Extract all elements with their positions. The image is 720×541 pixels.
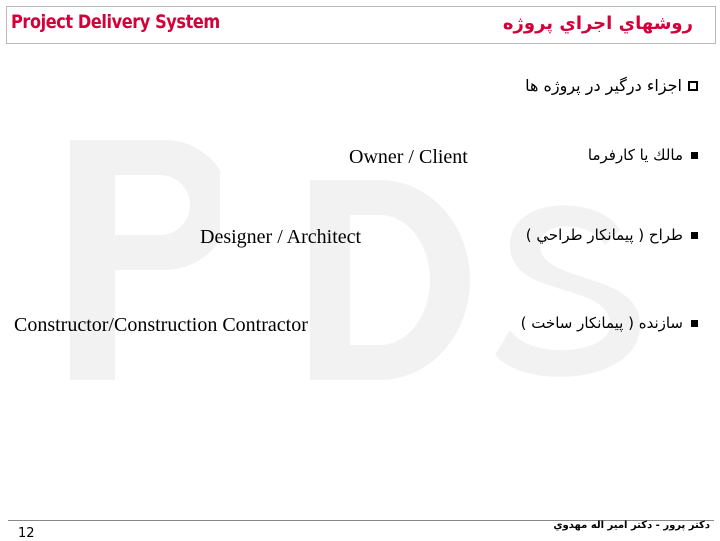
item-persian-text: سازنده ( پيمانكار ساخت ) <box>520 314 683 332</box>
page-number: 12 <box>18 526 35 541</box>
item-persian <box>521 314 698 332</box>
item-english: Designer / Architect <box>200 226 362 248</box>
item-persian <box>588 146 698 164</box>
item-english: Constructor/Construction Contractor <box>14 314 308 336</box>
footer-author: دكتر پرور - دكتر امير اله مهدوي <box>553 520 710 531</box>
item-english: Owner / Client <box>349 146 468 168</box>
list-item <box>0 146 720 178</box>
square-icon <box>691 320 698 327</box>
list-item <box>0 314 720 346</box>
list-item <box>0 226 720 258</box>
item-persian <box>526 226 698 244</box>
title-bar <box>6 6 716 44</box>
watermark-s-letter <box>490 190 640 380</box>
section-heading-text: اجزاء درگیر در پروژه ها <box>525 76 682 95</box>
section-heading <box>525 76 698 95</box>
item-persian-text: طراح ( پيمانكار طراحي ) <box>525 226 683 244</box>
item-persian-text: مالك يا كارفرما <box>587 146 683 164</box>
checkbox-icon <box>688 81 698 91</box>
watermark-d-letter <box>310 180 470 380</box>
title-english: Project Delivery System <box>11 11 220 33</box>
square-icon <box>691 232 698 239</box>
title-persian: روشهاي اجراي پروژه <box>502 13 693 34</box>
square-icon <box>691 152 698 159</box>
